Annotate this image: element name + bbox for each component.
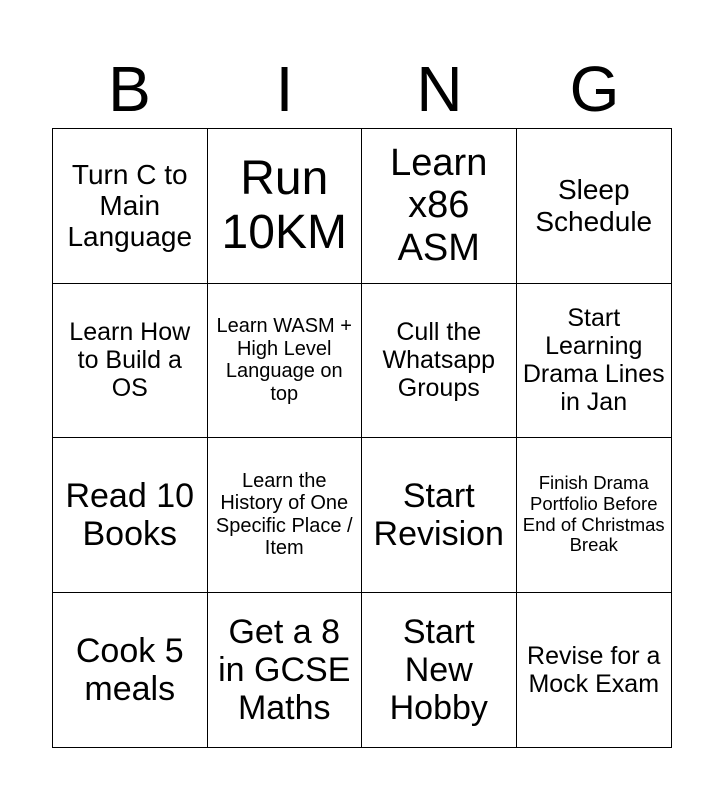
bingo-cell[interactable] bbox=[517, 593, 672, 748]
cell-text: Cull the Whatsapp Groups bbox=[382, 318, 496, 403]
header-letter-n: N bbox=[416, 53, 463, 125]
cell-text: Learn How to Build a OS bbox=[69, 318, 191, 403]
cell-text: Learn the History of One Specific Place / Item bbox=[215, 469, 353, 560]
bingo-cell[interactable] bbox=[362, 129, 517, 284]
header-letter-i: I bbox=[275, 53, 294, 125]
cell-text: Start Learning Drama Lines in Jan bbox=[522, 304, 665, 417]
cell-text: Finish Drama Portfolio Before End of Christmas Break bbox=[522, 472, 665, 556]
cell-text: Run 10KM bbox=[221, 152, 347, 259]
bingo-cell[interactable] bbox=[53, 129, 208, 284]
bingo-cell[interactable] bbox=[53, 284, 208, 439]
bingo-cell[interactable] bbox=[208, 593, 363, 748]
bingo-cell[interactable] bbox=[362, 438, 517, 593]
header-letter-g: G bbox=[569, 53, 620, 125]
bingo-cell[interactable] bbox=[517, 438, 672, 593]
cell-text: Start Revision bbox=[373, 476, 504, 553]
bingo-cell[interactable] bbox=[517, 129, 672, 284]
cell-text: Sleep Schedule bbox=[535, 174, 653, 237]
bingo-cell[interactable] bbox=[53, 438, 208, 593]
bingo-cell[interactable] bbox=[208, 284, 363, 439]
bingo-header bbox=[52, 50, 672, 128]
cell-text: Start New Hobby bbox=[389, 612, 488, 727]
cell-text: Learn WASM + High Level Language on top bbox=[216, 315, 352, 405]
bingo-grid bbox=[52, 128, 672, 748]
cell-text: Get a 8 in GCSE Maths bbox=[218, 612, 351, 727]
bingo-cell[interactable] bbox=[362, 284, 517, 439]
cell-text: Turn C to Main Language bbox=[67, 158, 193, 253]
bingo-cell[interactable] bbox=[517, 284, 672, 439]
bingo-cell[interactable] bbox=[362, 593, 517, 748]
header-letter-b: B bbox=[108, 53, 151, 125]
cell-text: Learn x86 ASM bbox=[390, 141, 488, 270]
bingo-cell[interactable] bbox=[53, 593, 208, 748]
cell-text: Cook 5 meals bbox=[75, 631, 184, 708]
bingo-cell[interactable] bbox=[208, 438, 363, 593]
bingo-cell[interactable] bbox=[208, 129, 363, 284]
cell-text: Read 10 Books bbox=[65, 476, 195, 553]
cell-text: Revise for a Mock Exam bbox=[527, 641, 661, 698]
